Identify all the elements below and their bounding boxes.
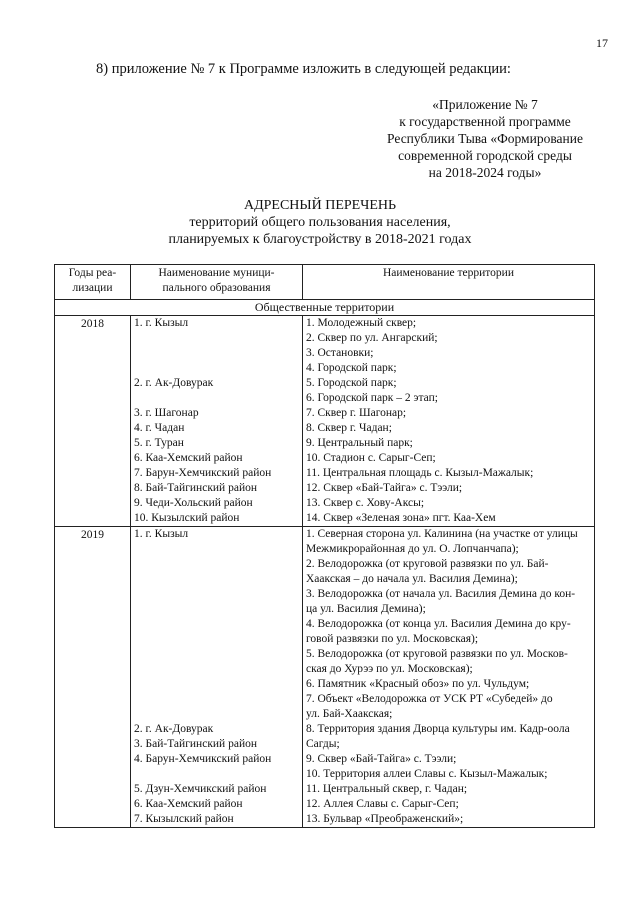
annex-line: к государственной программе <box>399 114 571 129</box>
municipality-cell <box>131 316 303 527</box>
territory-line: 13. Сквер с. Хову-Аксы; <box>306 497 425 509</box>
title-line: территорий общего пользования населения, <box>189 215 451 230</box>
header-line: Наименование территории <box>383 267 514 279</box>
municipality-line: 10. Кызылский район <box>134 512 240 524</box>
territory-line: Межмикрорайонная до ул. О. Лопчанчапа); <box>306 543 519 555</box>
municipality-line: 5. г. Туран <box>134 437 184 449</box>
territory-line: 6. Городской парк – 2 этап; <box>306 392 438 404</box>
territory-line: 5. Городской парк; <box>306 377 397 389</box>
territory-cell <box>303 316 595 527</box>
territory-line: 9. Центральный парк; <box>306 437 413 449</box>
territory-line: Сагды; <box>306 738 340 750</box>
municipality-line: 7. Барун-Хемчикский район <box>134 467 272 479</box>
municipality-line <box>134 587 299 602</box>
year-cell: 2018 <box>55 316 131 527</box>
municipality-line <box>134 361 299 376</box>
territory-line: 2. Велодорожка (от круговой развязки по ул. Бай- <box>306 558 549 570</box>
municipality-line: 2. г. Ак-Довурак <box>134 723 214 735</box>
municipality-line: 2. г. Ак-Довурак <box>134 377 214 389</box>
municipality-line: 4. Барун-Хемчикский район <box>134 753 272 765</box>
territory-line: 13. Бульвар «Преображенский»; <box>306 813 464 825</box>
municipality-line: 6. Каа-Хемский район <box>134 798 243 810</box>
municipality-line <box>134 707 299 722</box>
territory-line: ская до Хурээ по ул. Московская); <box>306 663 473 675</box>
municipality-line: 5. Дзун-Хемчикский район <box>134 783 267 795</box>
municipality-line: 8. Бай-Тайгинский район <box>134 482 258 494</box>
territory-line: 7. Объект «Велодорожка от УСК РТ «Субедей» до <box>306 693 553 705</box>
territory-line: 2. Сквер по ул. Ангарский; <box>306 332 438 344</box>
territory-line: 5. Велодорожка (от круговой развязки по ул. Москов- <box>306 648 568 660</box>
section-title: Общественные территории <box>55 300 595 316</box>
header-territory <box>303 265 595 300</box>
territory-line: 9. Сквер «Бай-Тайга» с. Тээли; <box>306 753 457 765</box>
year-cell: 2019 <box>55 527 131 828</box>
territory-line: 10. Стадион с. Сарыг-Сеп; <box>306 452 436 464</box>
municipality-line <box>134 557 299 572</box>
municipality-line <box>134 662 299 677</box>
municipality-line: 1. г. Кызыл <box>134 317 189 329</box>
territory-line: 14. Сквер «Зеленая зона» пгт. Каа-Хем <box>306 512 496 524</box>
territory-line: 3. Остановки; <box>306 347 374 359</box>
section-row <box>55 300 595 316</box>
municipality-line: 1. г. Кызыл <box>134 528 189 540</box>
header-line: Годы реа- <box>68 267 117 279</box>
municipality-line <box>134 632 299 647</box>
municipality-line: 6. Каа-Хемский район <box>134 452 243 464</box>
header-line: Наименование муници- <box>158 267 275 279</box>
municipality-line <box>134 331 299 346</box>
territory-line: 1. Северная сторона ул. Калинина (на участке от улицы <box>306 528 578 540</box>
territory-line: 8. Территория здания Дворца культуры им. Кадр-оола <box>306 723 570 735</box>
municipality-line <box>134 647 299 662</box>
territory-line: 11. Центральная площадь с. Кызыл-Мажалык; <box>306 467 534 479</box>
municipality-line <box>134 346 299 361</box>
territory-line: 6. Памятник «Красный обоз» по ул. Чульдум; <box>306 678 530 690</box>
territory-line: 10. Территория аллеи Славы с. Кызыл-Мажалык; <box>306 768 548 780</box>
territory-line: 11. Центральный сквер, г. Чадан; <box>306 783 468 795</box>
annex-line: «Приложение № 7 <box>432 97 538 112</box>
municipality-line: 3. г. Шагонар <box>134 407 199 419</box>
municipality-line <box>134 692 299 707</box>
territory-line: 7. Сквер г. Шагонар; <box>306 407 407 419</box>
intro-paragraph: 8) приложение № 7 к Программе изложить в следующей редакции: <box>96 61 511 77</box>
annex-line: Республики Тыва «Формирование <box>387 131 583 146</box>
page-number: 17 <box>596 36 608 50</box>
table-header-row <box>55 265 595 300</box>
title-line: АДРЕСНЫЙ ПЕРЕЧЕНЬ <box>243 198 397 213</box>
territory-line: 12. Сквер «Бай-Тайга» с. Тээли; <box>306 482 463 494</box>
territory-line: 12. Аллея Славы с. Сарыг-Сеп; <box>306 798 459 810</box>
municipality-line: 3. Бай-Тайгинский район <box>134 738 258 750</box>
table-row <box>55 527 595 828</box>
municipality-line <box>134 617 299 632</box>
territory-line: 4. Городской парк; <box>306 362 397 374</box>
annex-line: на 2018-2024 годы» <box>428 165 542 180</box>
municipality-line: 7. Кызылский район <box>134 813 234 825</box>
annex-line: современной городской среды <box>398 148 572 163</box>
territory-line: 1. Молодежный сквер; <box>306 317 417 329</box>
municipality-line <box>134 391 299 406</box>
annex-heading <box>380 96 590 181</box>
territory-line: 8. Сквер г. Чадан; <box>306 422 392 434</box>
address-list-table <box>54 264 595 828</box>
territory-line: ул. Бай-Хаакская; <box>306 708 393 720</box>
municipality-line: 4. г. Чадан <box>134 422 185 434</box>
territory-line: говой развязки по ул. Московская); <box>306 633 479 645</box>
municipality-line <box>134 572 299 587</box>
document-title <box>0 197 640 248</box>
municipality-line <box>134 602 299 617</box>
municipality-line <box>134 767 299 782</box>
header-line: лизации <box>72 282 113 294</box>
municipality-line <box>134 542 299 557</box>
territory-line: ца ул. Василия Демина); <box>306 603 426 615</box>
territory-line: Хаакская – до начала ул. Василия Демина); <box>306 573 518 585</box>
territory-cell <box>303 527 595 828</box>
territory-line: 3. Велодорожка (от начала ул. Василия Демина до кон- <box>306 588 576 600</box>
header-years <box>55 265 131 300</box>
municipality-cell <box>131 527 303 828</box>
municipality-line <box>134 677 299 692</box>
title-line: планируемых к благоустройству в 2018-2021 годах <box>168 232 472 247</box>
territory-line: 4. Велодорожка (от конца ул. Василия Демина до кру- <box>306 618 571 630</box>
header-line: пального образования <box>162 282 271 294</box>
table-row <box>55 316 595 527</box>
municipality-line: 9. Чеди-Хольский район <box>134 497 253 509</box>
header-municipality <box>131 265 303 300</box>
